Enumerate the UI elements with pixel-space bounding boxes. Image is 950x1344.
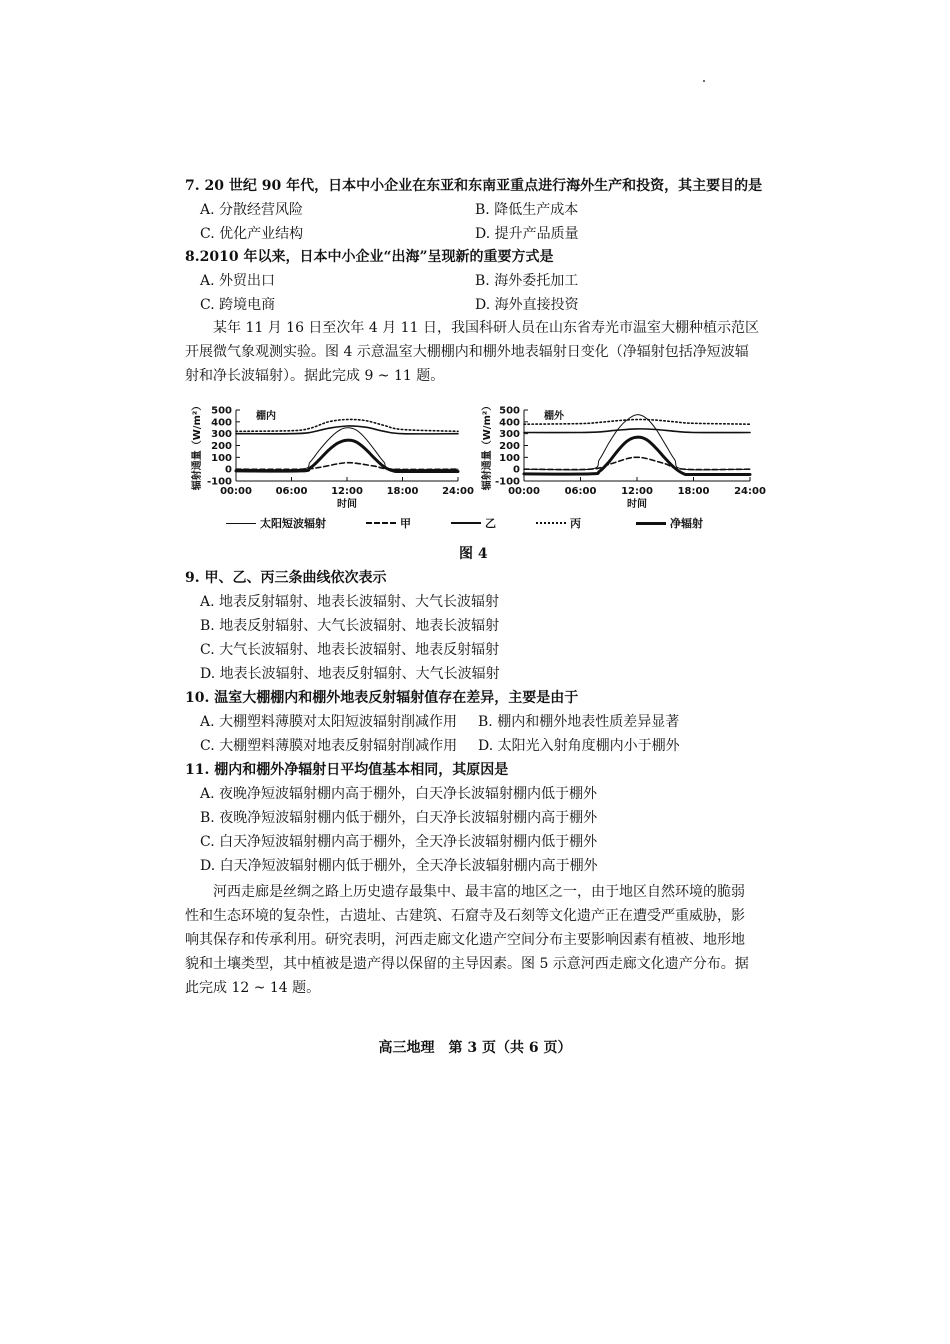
q10-option-d: D. 太阳光入射角度棚内小于棚外	[478, 738, 680, 754]
chart-inside	[188, 400, 474, 515]
q11-stem: 11. 棚内和棚外净辐射日平均值基本相同，其原因是	[185, 762, 509, 778]
intro2-line: 性和生态环境的复杂性，古遗址、古建筑、石窟寺及石刻等文化遗产正在遭受严重威胁，影	[185, 908, 745, 924]
legend-item-net	[636, 515, 703, 531]
q9-option-d: D. 地表长波辐射、地表反射辐射、大气长波辐射	[200, 666, 500, 682]
panel-title: 棚外	[544, 411, 564, 422]
y-tick-label: 500	[499, 405, 520, 417]
q7-option-b: B. 降低生产成本	[475, 202, 579, 218]
x-tick-label: 24:00	[734, 486, 766, 497]
intro2-line: 河西走廊是丝绸之路上历史遗存最集中、最丰富的地区之一，由于地区自然环境的脆弱	[213, 884, 745, 900]
legend-label: 净辐射	[670, 517, 703, 530]
q10-option-b: B. 棚内和棚外地表性质差异显著	[478, 714, 680, 730]
series-line-thick	[236, 440, 458, 471]
legend-item-yi	[451, 515, 496, 531]
intro2-line: 响其保存和传承利用。研究表明，河西走廊文化遗产空间分布主要影响因素有植被、地形地	[185, 932, 745, 948]
legend-swatch-dashed	[366, 522, 396, 524]
x-tick-label: 06:00	[564, 486, 597, 497]
y-tick-label: 400	[211, 417, 232, 429]
chart-inside-svg	[188, 400, 474, 515]
x-tick-label: 18:00	[677, 486, 710, 497]
y-tick-label: 0	[225, 464, 232, 476]
intro1-line: 开展微气象观测实验。图 4 示意温室大棚棚内和棚外地表辐射日变化（净辐射包括净短波辐	[185, 344, 749, 360]
x-tick-label: 24:00	[442, 486, 474, 497]
intro1-line: 某年 11 月 16 日至次年 4 月 11 日，我国科研人员在山东省寿光市温室大棚种植示范区	[213, 320, 759, 336]
x-tick-label: 06:00	[275, 486, 308, 497]
q11-option-b: B. 夜晚净短波辐射棚内低于棚外，白天净长波辐射棚内高于棚外	[200, 810, 598, 826]
q10-option-a: A. 大棚塑料薄膜对太阳短波辐射削减作用	[200, 714, 458, 730]
x-tick-label: 00:00	[220, 486, 252, 497]
y-tick-label: 200	[499, 441, 520, 452]
q7-option-a: A. 分散经营风险	[200, 202, 304, 218]
q8-option-c: C. 跨境电商	[200, 297, 276, 313]
y-tick-label: 100	[499, 452, 520, 464]
legend-label: 太阳短波辐射	[260, 517, 326, 530]
intro2-line: 貌和土壤类型，其中植被是遗产得以保留的主导因素。图 5 示意河西走廊文化遗产分布。据	[185, 956, 749, 972]
y-tick-label: 200	[211, 441, 232, 452]
q11-option-c: C. 白天净短波辐射棚内高于棚外，全天净长波辐射棚内低于棚外	[200, 834, 598, 850]
x-tick-label: 12:00	[331, 486, 363, 497]
y-tick-label: -100	[494, 476, 520, 488]
q11-option-a: A. 夜晚净短波辐射棚内高于棚外，白天净长波辐射棚内低于棚外	[200, 786, 598, 802]
panel-title: 棚内	[256, 411, 276, 422]
legend-swatch-thick	[636, 522, 666, 525]
legend-label: 丙	[570, 517, 581, 530]
legend-swatch-thin	[226, 523, 256, 524]
x-tick-label: 12:00	[621, 486, 653, 497]
q10-option-c: C. 大棚塑料薄膜对地表反射辐射削减作用	[200, 738, 458, 754]
q10-stem: 10. 温室大棚棚内和棚外地表反射辐射值存在差异，主要是由于	[185, 690, 579, 706]
scan-speck	[703, 80, 705, 82]
y-tick-label: 400	[499, 417, 520, 429]
figure-caption: 图 4	[459, 546, 488, 562]
x-axis-label: 时间	[627, 499, 647, 510]
page-footer: 高三地理 第 3 页（共 6 页）	[378, 1040, 572, 1056]
legend-item-solar	[226, 515, 326, 531]
y-tick-label: 500	[211, 405, 232, 417]
q9-option-c: C. 大气长波辐射、地表长波辐射、地表反射辐射	[200, 642, 500, 658]
intro-paragraph-2	[185, 880, 765, 1000]
legend-label: 乙	[485, 517, 496, 530]
intro2-line: 此完成 12 ~ 14 题。	[185, 980, 321, 996]
legend-swatch-dotted	[536, 522, 566, 524]
series-line-dashed	[236, 463, 458, 470]
x-axis-label: 时间	[337, 499, 357, 510]
chart-outside-svg	[478, 400, 768, 515]
x-tick-label: 18:00	[386, 486, 419, 497]
y-axis-label: 辐射通量（W/m²）	[192, 400, 203, 491]
q9-option-a: A. 地表反射辐射、地表长波辐射、大气长波辐射	[200, 594, 500, 610]
x-tick-label: 00:00	[508, 486, 540, 497]
q11-option-d: D. 白天净短波辐射棚内低于棚外，全天净长波辐射棚内高于棚外	[200, 858, 598, 874]
q8-option-b: B. 海外委托加工	[475, 273, 579, 289]
legend-item-jia	[366, 515, 411, 531]
y-tick-label: -100	[206, 476, 232, 488]
q8-option-a: A. 外贸出口	[200, 273, 276, 289]
y-tick-label: 300	[211, 429, 232, 441]
y-tick-label: 100	[211, 452, 232, 464]
y-axis-label: 辐射通量（W/m²）	[482, 400, 493, 491]
chart-outside	[478, 400, 768, 515]
q9-option-b: B. 地表反射辐射、大气长波辐射、地表长波辐射	[200, 618, 500, 634]
series-line-solid	[524, 429, 750, 433]
q7-stem: 7. 20 世纪 90 年代，日本中小企业在东亚和东南亚重点进行海外生产和投资，其主要目的是	[185, 178, 763, 194]
intro1-line: 射和净长波辐射）。据此完成 9 ~ 11 题。	[185, 368, 445, 384]
legend-label: 甲	[400, 517, 411, 530]
q8-option-d: D. 海外直接投资	[475, 297, 579, 313]
legend-swatch-solid	[451, 522, 481, 524]
chart-legend	[226, 515, 766, 533]
legend-item-bing	[536, 515, 581, 531]
q9-stem: 9. 甲、乙、丙三条曲线依次表示	[185, 570, 387, 586]
y-tick-label: 0	[513, 464, 520, 476]
q7-option-d: D. 提升产品质量	[475, 226, 579, 242]
y-tick-label: 300	[499, 429, 520, 441]
series-line-dashed	[524, 457, 750, 469]
intro-paragraph-1	[185, 316, 765, 388]
q7-option-c: C. 优化产业结构	[200, 226, 304, 242]
q8-stem: 8.2010 年以来，日本中小企业“出海”呈现新的重要方式是	[185, 249, 554, 265]
